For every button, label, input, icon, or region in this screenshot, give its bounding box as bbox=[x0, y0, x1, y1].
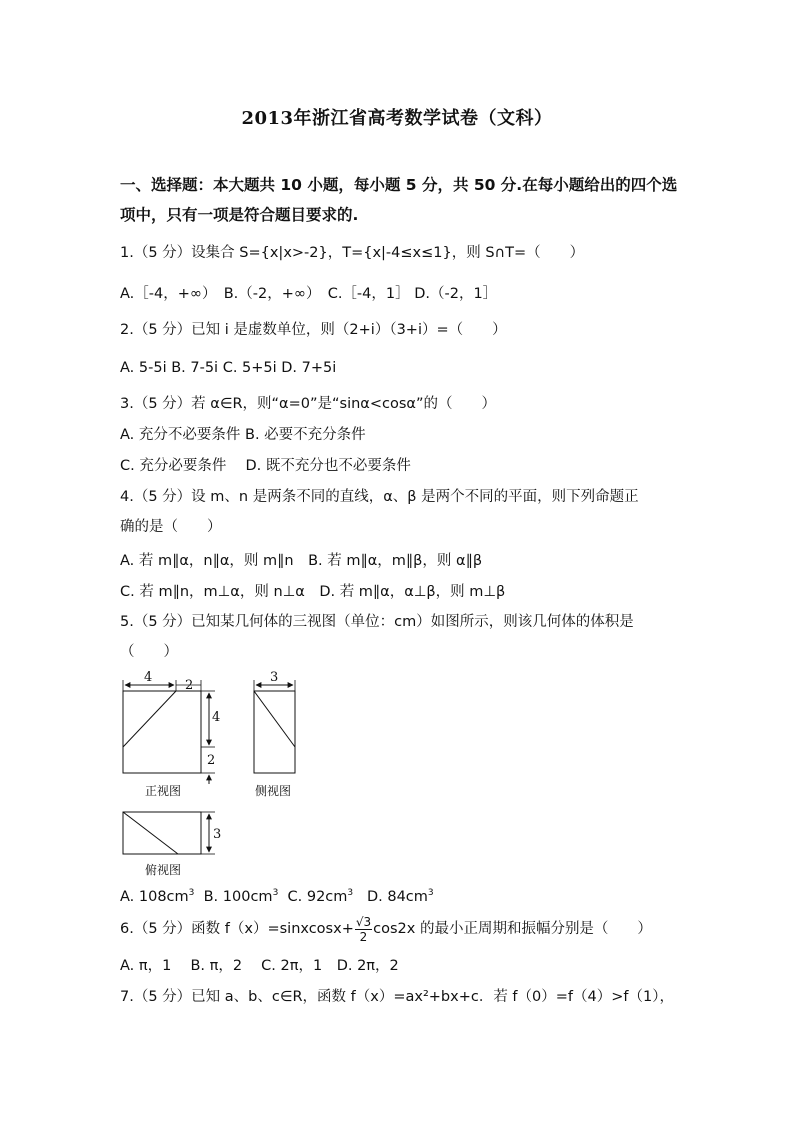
top-view bbox=[123, 812, 215, 854]
q5-option-b: B. 100cm bbox=[203, 888, 273, 905]
question-7-stem: 7.（5 分）已知 a、b、c∈R，函数 f（x）=ax²+bx+c．若 f（0）=f（4）>f（1）， bbox=[120, 989, 674, 1005]
question-2-stem: 2.（5 分）已知 i 是虚数单位，则（2+i）（3+i）=（ ） bbox=[120, 322, 507, 338]
question-6-stem bbox=[120, 914, 652, 944]
q5-option-b-exp: 3 bbox=[272, 888, 279, 898]
page-title: 2013年浙江省高考数学试卷（文科） bbox=[241, 108, 553, 129]
dim-front-height-bottom: 2 bbox=[207, 753, 216, 768]
q5-option-a-exp: 3 bbox=[188, 888, 195, 898]
dim-front-height-top: 4 bbox=[212, 710, 221, 725]
q5-option-d: D. 84cm bbox=[366, 888, 428, 905]
q6-stem-post: cos2x 的最小正周期和振幅分别是（ ） bbox=[373, 921, 652, 937]
section-heading-line1: 一、选择题：本大题共 10 小题，每小题 5 分，共 50 分.在每小题给出的四个选 bbox=[120, 176, 678, 194]
question-2-options: A. 5-5i B. 7-5i C. 5+5i D. 7+5i bbox=[120, 360, 337, 376]
question-4-options-cd: C. 若 m∥n，m⊥α，则 n⊥α D. 若 m∥α，α⊥β，则 m⊥β bbox=[120, 584, 506, 600]
question-5-stem-line2: （ ） bbox=[120, 644, 178, 660]
front-view bbox=[123, 680, 215, 784]
question-4-stem-line1: 4.（5 分）设 m、n 是两条不同的直线，α、β 是两个不同的平面，则下列命题正 bbox=[120, 489, 639, 505]
question-3-options-ab: A. 充分不必要条件 B. 必要不充分条件 bbox=[120, 427, 366, 443]
dim-top-height: 3 bbox=[213, 827, 222, 842]
question-6-options: A. π，1 B. π，2 C. 2π，1 D. 2π，2 bbox=[120, 958, 399, 974]
q6-fraction-numerator: √3 bbox=[355, 914, 372, 929]
q5-option-c: C. 92cm bbox=[287, 888, 348, 905]
question-1-stem: 1.（5 分）设集合 S={x|x>-2}，T={x|-4≤x≤1}，则 S∩T=（ ） bbox=[120, 245, 585, 261]
side-view bbox=[254, 680, 295, 773]
side-view-label: 侧视图 bbox=[255, 784, 292, 798]
top-view-label: 俯视图 bbox=[145, 863, 182, 877]
question-4-stem-line2: 确的是（ ） bbox=[120, 519, 222, 535]
q5-option-c-exp: 3 bbox=[347, 888, 354, 898]
question-4-options-ab: A. 若 m∥α，n∥α，则 m∥n B. 若 m∥α，m∥β，则 α∥β bbox=[120, 553, 483, 569]
dim-front-width: 4 bbox=[144, 670, 153, 685]
dim-side-width: 3 bbox=[270, 670, 279, 685]
q6-fraction bbox=[355, 915, 372, 944]
q5-option-d-exp: 3 bbox=[427, 888, 434, 898]
dim-front-right: 2 bbox=[185, 678, 194, 693]
section-heading-line2: 项中，只有一项是符合题目要求的. bbox=[120, 206, 359, 224]
q6-stem-pre: 6.（5 分）函数 f（x）=sinxcosx+ bbox=[120, 921, 354, 937]
question-5-stem-line1: 5.（5 分）已知某几何体的三视图（单位：cm）如图所示，则该几何体的体积是 bbox=[120, 614, 634, 630]
question-3-options-cd: C. 充分必要条件 D. 既不充分也不必要条件 bbox=[120, 458, 411, 474]
question-3-stem: 3.（5 分）若 α∈R，则“α=0”是“sinα<cosα”的（ ） bbox=[120, 396, 496, 412]
q6-fraction-denominator: 2 bbox=[359, 929, 368, 944]
front-view-label: 正视图 bbox=[145, 784, 182, 798]
q5-option-a: A. 108cm bbox=[120, 888, 189, 905]
question-5-options bbox=[120, 883, 434, 907]
question-1-options: A.［-4，+∞） B.（-2，+∞） C.［-4，1］ D.（-2，1］ bbox=[120, 286, 498, 302]
